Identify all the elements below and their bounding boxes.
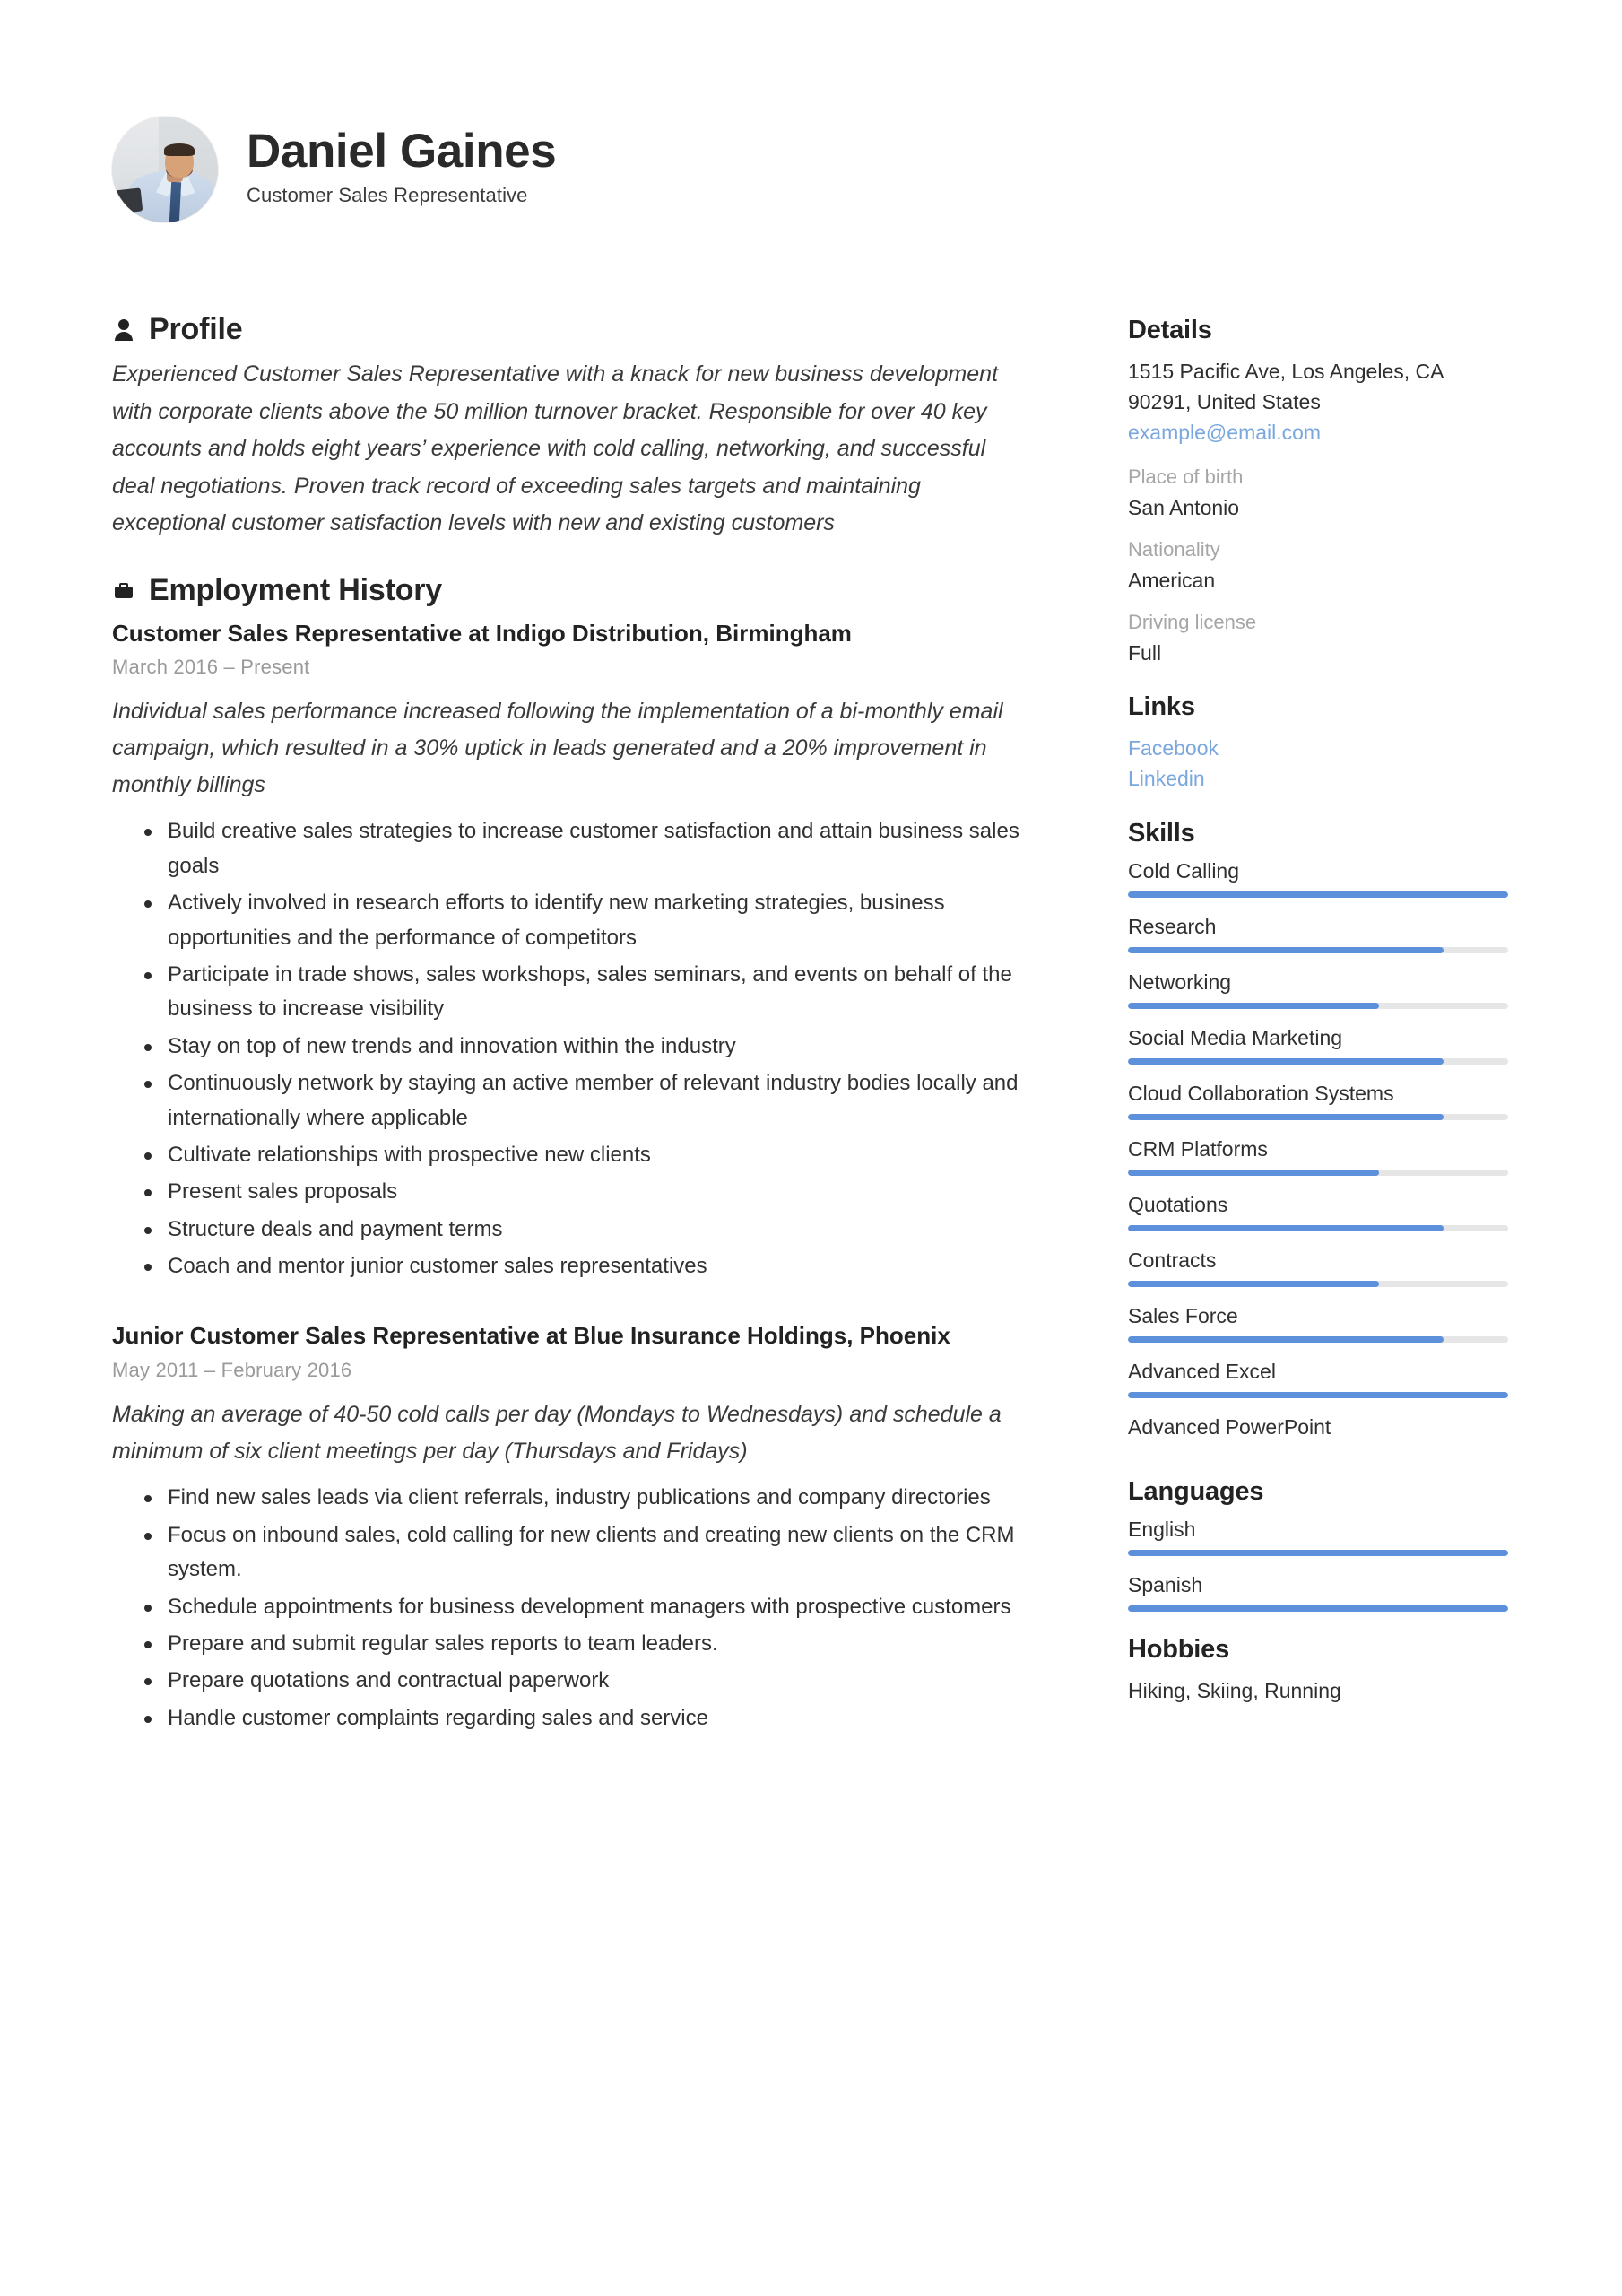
skill-row-meter [1128,1003,1508,1009]
sidebar [1128,316,1514,1733]
page-title: Daniel Gaines [247,125,557,178]
skill-row-meter-fill [1128,1058,1444,1065]
list-item: Handle customer complaints regarding sales and service [141,1701,1028,1735]
briefcase-icon [112,577,135,604]
skill-row-label: Sales Force [1128,1304,1238,1328]
address-line-1: 1515 Pacific Ave, Los Angeles, CA [1128,360,1444,383]
skill-row-label: Cold Calling [1128,859,1240,883]
field-label: Place of birth [1128,465,1244,489]
skill-row-label: Research [1128,915,1217,939]
skill-row [1128,1026,1514,1065]
skill-row-meter [1128,1336,1508,1343]
skills-heading: Skills [1128,819,1195,848]
name-block [247,126,556,213]
skill-row-label: Advanced PowerPoint [1128,1415,1331,1439]
languages-list [1128,1518,1514,1612]
list-item: Structure deals and payment terms [141,1213,1028,1247]
list-item: Prepare quotations and contractual paperwork [141,1664,1028,1698]
email-link[interactable]: example@email.com [1128,421,1322,445]
avatar [112,117,218,222]
job-dates: March 2016 – Present [112,656,310,679]
links-heading: Links [1128,692,1195,722]
list-item: Schedule appointments for business development managers with prospective customers [141,1590,1028,1624]
photo-hair [164,144,195,156]
skill-row-meter-fill [1128,1281,1379,1287]
details-block [1128,316,1514,665]
list-item: Actively involved in research efforts to identify new marketing strategies, business opportunities and the performance of competitors [141,886,1028,955]
field-value: Full [1128,641,1162,665]
skill-row [1128,970,1514,1009]
languages-heading: Languages [1128,1477,1264,1507]
list-item: Prepare and submit regular sales reports to team leaders. [141,1627,1028,1661]
skill-row [1128,1082,1514,1120]
main-column [112,312,1063,1752]
skill-row-meter [1128,1225,1508,1231]
profile-section [112,312,1063,543]
details-heading: Details [1128,316,1212,344]
field-value: American [1128,569,1216,593]
list-item: Find new sales leads via client referrals, industry publications and company directories [141,1481,1028,1515]
skill-row-label: Cloud Collaboration Systems [1128,1082,1394,1106]
profile-section-header [112,312,1063,347]
employment-section-header [112,573,1063,608]
language-row-meter [1128,1550,1508,1556]
skill-row [1128,1248,1514,1287]
job-title: Junior Customer Sales Representative at Blue Insurance Holdings, Phoenix [112,1322,950,1350]
link-linkedin[interactable]: Linkedin [1128,767,1205,791]
skill-row-meter-fill [1128,1225,1444,1231]
job-entry [112,617,1063,1284]
job-bullets [112,1481,1063,1735]
skill-row-meter [1128,1058,1508,1065]
field-nationality [1128,538,1514,593]
skill-row-meter-fill [1128,1170,1379,1176]
profile-text: Experienced Customer Sales Representative with a knack for new business development with corporate clients above the 50 million turnover bracket. Responsible for over 40 key accounts and holds eight years’ experience with cold calling, networking, and successful deal negotiations. Proven track record of exceeding sales targets and maintaining exceptional customer satisfaction levels with new and existing customers [112,361,999,535]
list-item: Present sales proposals [141,1175,1028,1209]
skill-row-meter [1128,891,1508,898]
list-item: Participate in trade shows, sales workshops, sales seminars, and events on behalf of the business to increase visibility [141,958,1028,1027]
hobbies-block [1128,1635,1514,1706]
photo-tie [169,182,181,222]
skill-row-label: CRM Platforms [1128,1137,1268,1161]
language-row-meter-fill [1128,1605,1508,1612]
field-label: Nationality [1128,538,1220,561]
job-entry [112,1319,1063,1735]
languages-block [1128,1477,1514,1612]
employment-section [112,573,1063,1736]
skill-row-label: Social Media Marketing [1128,1026,1343,1050]
skill-row-meter-fill [1128,1114,1444,1120]
skill-row-meter-fill [1128,1003,1379,1009]
employment-heading: Employment History [149,572,443,607]
skill-row-meter-fill [1128,1392,1508,1398]
skills-list [1128,859,1514,1454]
language-row-label: Spanish [1128,1573,1203,1597]
link-facebook[interactable]: Facebook [1128,736,1219,761]
skill-row [1128,1415,1514,1454]
job-dates: May 2011 – February 2016 [112,1359,352,1382]
photo-laptop [113,188,143,214]
language-row-meter [1128,1605,1508,1612]
skill-row-label: Contracts [1128,1248,1217,1273]
skill-row-label: Advanced Excel [1128,1360,1276,1384]
skill-row [1128,915,1514,953]
skill-row-meter [1128,1448,1508,1454]
skill-row-meter [1128,1170,1508,1176]
skill-row [1128,1360,1514,1398]
skill-row-meter [1128,1281,1508,1287]
skill-row-meter [1128,1392,1508,1398]
skill-row-meter-fill [1128,1336,1444,1343]
skills-block [1128,819,1514,1454]
job-bullets [112,814,1063,1283]
skill-row-meter-fill [1128,947,1444,953]
hobbies-heading: Hobbies [1128,1635,1229,1665]
language-row-label: English [1128,1518,1196,1542]
job-summary: Making an average of 40-50 cold calls per day (Mondays to Wednesdays) and schedule a minimum of six client meetings per day (Thursdays and Fridays) [112,1402,1002,1465]
list-item: Build creative sales strategies to increase customer satisfaction and attain business sales goals [141,814,1028,883]
list-item: Focus on inbound sales, cold calling for new clients and creating new clients on the CRM system. [141,1518,1028,1587]
skill-row-label: Quotations [1128,1193,1228,1217]
links-block [1128,692,1514,794]
skill-row [1128,1193,1514,1231]
person-icon [112,317,135,344]
skill-row-label: Networking [1128,970,1232,995]
skill-row-meter-fill [1128,891,1508,898]
skill-row-meter [1128,947,1508,953]
skill-row-meter [1128,1114,1508,1120]
list-item: Coach and mentor junior customer sales representatives [141,1249,1028,1283]
header-subtitle: Customer Sales Representative [247,183,528,206]
list-item: Stay on top of new trends and innovation within the industry [141,1030,1028,1064]
language-row-meter-fill [1128,1550,1508,1556]
job-summary: Individual sales performance increased following the implementation of a bi-monthly email campaign, which resulted in a 30% uptick in leads generated and a 20% improvement in monthly billings [112,699,1003,798]
job-title: Customer Sales Representative at Indigo Distribution, Birmingham [112,619,852,647]
field-value: San Antonio [1128,496,1240,520]
skill-row [1128,859,1514,898]
skill-row [1128,1304,1514,1343]
resume-header [112,117,556,222]
address-line-2: 90291, United States [1128,390,1321,414]
language-row [1128,1518,1514,1556]
field-label: Driving license [1128,611,1257,634]
field-place-of-birth [1128,465,1514,520]
hobbies-text: Hiking, Skiing, Running [1128,1679,1341,1703]
list-item: Continuously network by staying an active member of relevant industry bodies locally and internationally where applicable [141,1066,1028,1135]
field-driving-license [1128,611,1514,665]
profile-heading: Profile [149,312,243,346]
skill-row [1128,1137,1514,1176]
language-row [1128,1573,1514,1612]
list-item: Cultivate relationships with prospective new clients [141,1138,1028,1172]
